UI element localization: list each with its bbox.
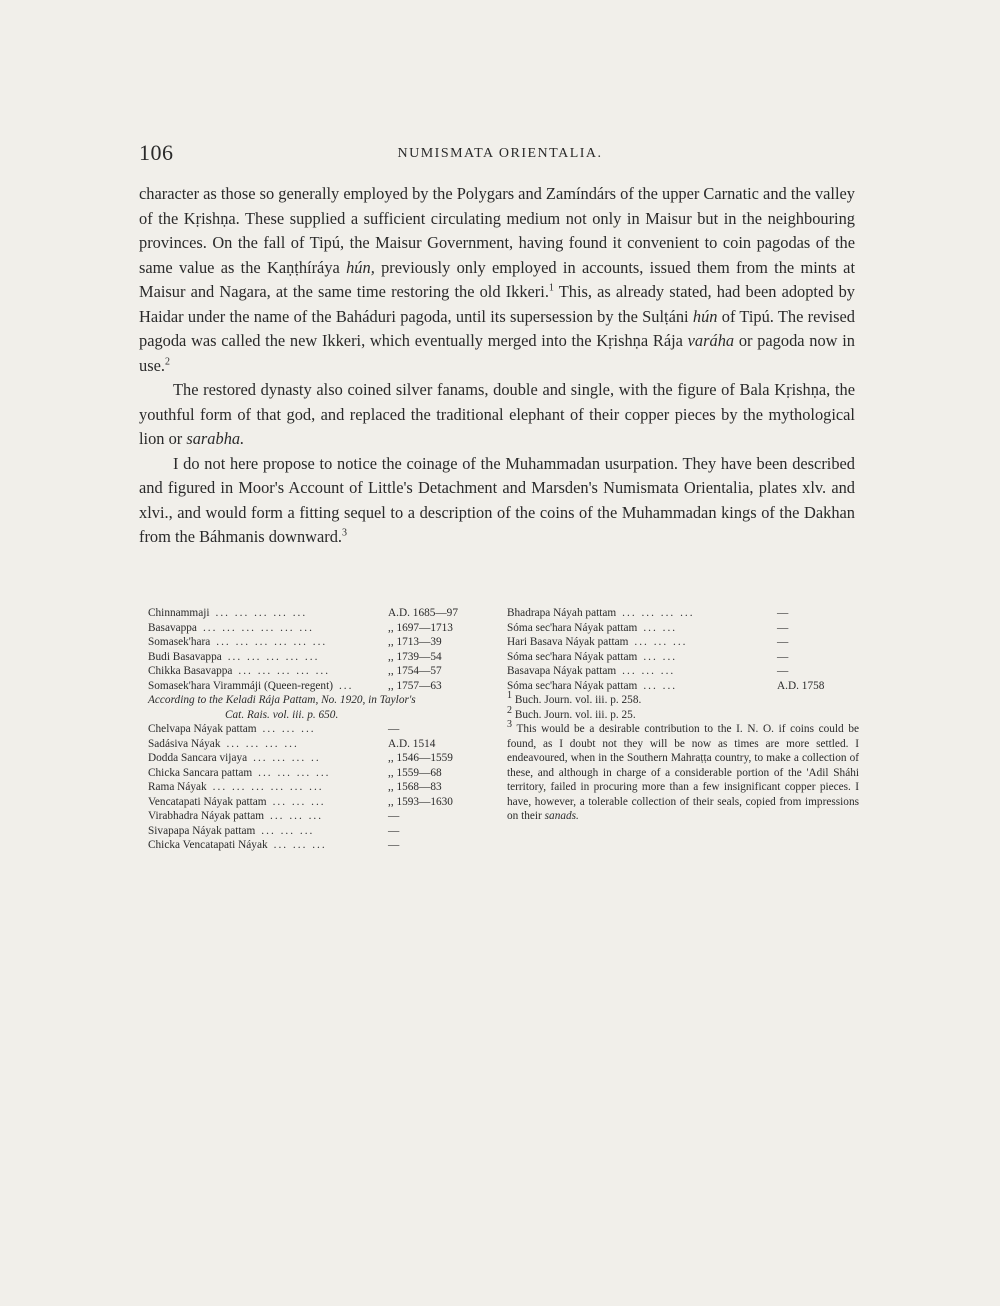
footnote-3: [507, 719, 859, 824]
reign-date: ,, 1757—63: [388, 679, 442, 692]
leader-dots: ... ... ... ..: [253, 752, 321, 764]
reign-date: A.D. 1758: [777, 679, 825, 692]
ruler-row: [148, 650, 492, 665]
ruler-name: Basavapa Náyak pattam: [507, 665, 617, 677]
ruler-name: Budi Basavappa: [148, 650, 222, 663]
leader-dots: ... ... ...: [272, 795, 326, 808]
leader-dots: ... ... ... ... ...: [227, 650, 320, 663]
italic-run: hún,: [346, 257, 375, 277]
ruler-row: [148, 780, 492, 795]
ruler-row: [148, 606, 492, 621]
leader-dots: ... ... ... ... ...: [238, 665, 331, 677]
leader-dots: ... ... ... ... ...: [215, 607, 308, 619]
ruler-name: Basavappa: [148, 621, 197, 634]
ruler-row: [148, 838, 492, 853]
reign-date: ,, 1697—1713: [388, 621, 453, 634]
page-number: 106: [139, 140, 174, 165]
ruler-row: [507, 606, 859, 621]
leader-dots: ... ... ...: [622, 665, 676, 677]
italic-run: hún: [692, 306, 718, 326]
footnote-1: [507, 690, 859, 708]
reign-date: ,, 1713—39: [388, 636, 442, 648]
ruler-row: [148, 635, 492, 650]
leader-dots: ... ... ...: [261, 824, 315, 837]
reign-date: ,, 1593—1630: [388, 795, 453, 808]
ruler-name: Hari Basava Náyak pattam: [507, 636, 629, 648]
reign-date: —: [388, 723, 400, 735]
leader-dots: ... ... ...: [634, 636, 688, 648]
ruler-name: Somasek'hara: [148, 636, 211, 648]
leader-dots: ... ... ... ... ... ...: [216, 636, 328, 648]
leader-dots: ... ... ... ... ... ...: [212, 781, 324, 793]
ruler-row: [148, 722, 492, 737]
footnote-mark: 1: [507, 690, 512, 702]
leader-dots: ... ... ...: [262, 723, 316, 735]
main-text: [139, 182, 855, 550]
ruler-row: [148, 824, 492, 839]
ruler-row: [507, 621, 859, 636]
running-title: NUMISMATA ORIENTALIA.: [397, 146, 603, 161]
ruler-name: Vencatapati Náyak pattam: [148, 795, 267, 808]
reign-date: ,, 1754—57: [388, 665, 442, 677]
ruler-name: Chikka Basavappa: [148, 665, 233, 677]
ruler-row: [148, 795, 492, 810]
reign-date: ,, 1546—1559: [388, 752, 453, 764]
leader-dots: ... ... ... ...: [226, 737, 299, 750]
leader-dots: ... ... ... ... ... ...: [202, 621, 314, 634]
ruler-row: [148, 621, 492, 636]
source-citation: According to the Keladi Rája Pattam, No. 1920, in Taylor's: [148, 694, 416, 706]
ruler-row: [507, 635, 859, 650]
left-column: [148, 606, 492, 853]
reign-date: —: [388, 824, 400, 837]
italic-run: sanads.: [544, 810, 579, 822]
reign-date: ,, 1739—54: [388, 650, 442, 663]
leader-dots: ...: [338, 679, 354, 692]
footnote-text: This would be a desirable contribution to the I. N. O. if coins could be found, as I doubt not they will be now as times are more settled. I endeavoured, when in the Southern Mahraṭṭa country, to make a collection of these, and although in charge of a considerable portion of the 'Adil Sháhi territory, failed in procuring more than a few insignificant copper pieces. I have, however, a tolerable collection of their seals, copied from impressions on their: [507, 723, 859, 822]
footnote-ref: 3: [342, 527, 348, 539]
text-run: previously only employed in accounts, issued them from the mints at Maisur and Nagara, at the same time restoring the old Ikkeri.: [139, 257, 855, 301]
leader-dots: ... ... ... ...: [258, 766, 331, 779]
reign-date: A.D. 1514: [388, 737, 436, 750]
footnote-ref: 1: [548, 282, 554, 294]
text-run: of Tipú. The revised pagoda was called the new Ikkeri, which eventually merged into the Kṛishṇa Rája: [139, 306, 855, 350]
ruler-name: Chicka Sancara pattam: [148, 766, 253, 779]
reign-date: —: [777, 621, 789, 634]
ruler-name: Chicka Vencatapati Náyak: [148, 839, 268, 851]
ruler-row: [148, 664, 492, 679]
paragraph-1: [139, 182, 855, 378]
leader-dots: ... ...: [643, 679, 678, 692]
text-run: character as those so generally employed by the Polygars and Zamíndárs of the upper Carnatic and the valley of the Kṛishṇa. These supplied a sufficient circulating medium not only in Maisur but in the neighbouring provinces. On the fall of Tipú, the Maisur Government, having found it convenient to coin pagodas of the same value as the Kaṇṭhíráya: [139, 184, 855, 277]
ruler-name: Dodda Sancara vijaya: [148, 752, 248, 764]
leader-dots: ... ...: [643, 650, 678, 663]
text-run: I do not here propose to notice the coinage of the Muhammadan usurpation. They have been described and figured in Moor's Account of Little's Detachment and Marsden's Numismata Orientalia, plates xlv. and xlvi., and would form a fitting sequel to a description of the coins of the Muhammadan kings of the Dakhan from the Báhmanis downward.: [139, 453, 855, 546]
ruler-row: [148, 679, 492, 694]
ruler-list-keladi: [148, 606, 492, 693]
ruler-row: [148, 766, 492, 781]
ruler-name: Sóma sec'hara Náyak pattam: [507, 679, 638, 692]
ruler-name: Rama Náyak: [148, 781, 207, 793]
reign-date: —: [777, 650, 789, 663]
reign-date: ,, 1568—83: [388, 781, 442, 793]
ruler-name: Chelvapa Náyak pattam: [148, 723, 257, 735]
text-run: or pagoda now in use.: [139, 331, 855, 375]
source-citation-cont: Cat. Rais. vol. iii. p. 650.: [225, 708, 339, 721]
ruler-name: Chinnammaji: [148, 607, 210, 619]
ruler-list-nayak-cont: [507, 606, 859, 693]
reign-date: —: [388, 839, 400, 851]
right-column: [507, 606, 859, 824]
reign-date: —: [777, 636, 789, 648]
ruler-name: Sóma sec'hara Náyak pattam: [507, 621, 638, 634]
leader-dots: ... ... ... ...: [622, 607, 695, 619]
ruler-row: [148, 737, 492, 752]
italic-run: varáha: [687, 331, 735, 350]
ruler-name: Sadásiva Náyak: [148, 737, 221, 750]
reign-date: A.D. 1685—97: [388, 607, 458, 619]
ruler-row: [507, 650, 859, 665]
ruler-row: [148, 809, 492, 824]
reign-date: —: [388, 810, 400, 822]
ruler-row: [507, 664, 859, 679]
paragraph-3: [139, 452, 855, 550]
reign-date: ,, 1559—68: [388, 766, 442, 779]
ruler-name: Sóma sec'hara Náyak pattam: [507, 650, 638, 663]
text-run: The restored dynasty also coined silver fanams, double and single, with the figure of Bala Kṛishṇa, the youthful form of that god, and replaced the traditional elephant of their copper pieces by the mythological lion or: [139, 380, 855, 448]
text-run: This, as already stated, had been adopted by Haidar under the name of the Baháduri pagoda, until its supersession by the Sulṭáni: [139, 282, 855, 326]
paragraph-2: [139, 378, 855, 452]
ruler-name: Virabhadra Náyak pattam: [148, 810, 265, 822]
italic-run: sarabha.: [186, 429, 245, 448]
reign-date: —: [777, 607, 789, 619]
footnote-text: Buch. Journ. vol. iii. p. 25.: [514, 708, 636, 721]
footnote-text: Buch. Journ. vol. iii. p. 258.: [514, 694, 642, 706]
leader-dots: ... ... ...: [273, 839, 327, 851]
footnote-2: [507, 704, 859, 723]
ruler-row: [148, 751, 492, 766]
ruler-name: Sivapapa Náyak pattam: [148, 824, 256, 837]
leader-dots: ... ...: [643, 621, 678, 634]
ruler-name: Somasek'hara Virammáji (Queen-regent): [148, 679, 333, 692]
reign-date: —: [777, 665, 789, 677]
footnote-mark: 2: [507, 704, 512, 716]
ruler-row: [507, 679, 859, 694]
leader-dots: ... ... ...: [270, 810, 324, 822]
ruler-name: Bhadrapa Náyah pattam: [507, 607, 617, 619]
ruler-list-nayak: [148, 722, 492, 853]
footnote-mark: 3: [507, 719, 512, 731]
footnote-ref: 2: [164, 356, 170, 368]
